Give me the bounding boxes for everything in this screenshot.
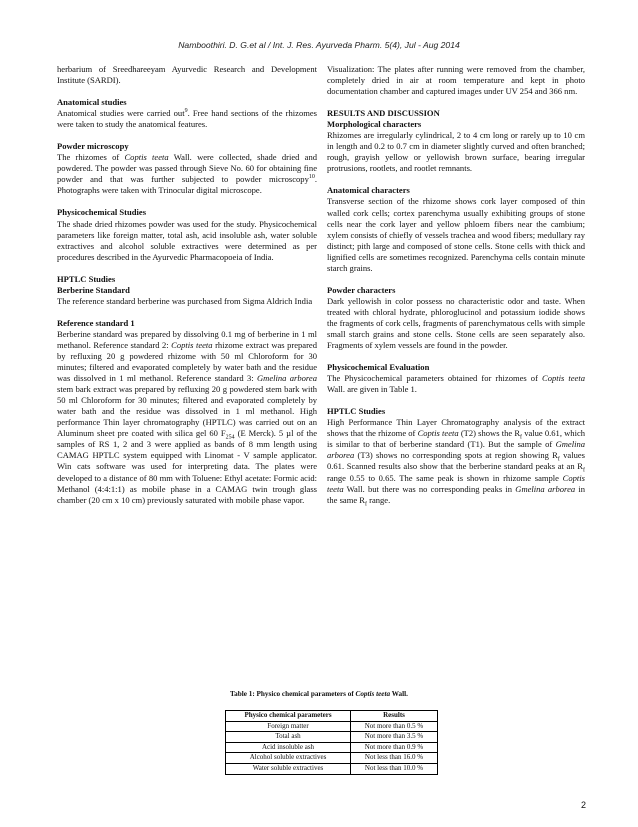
- table-cell: Not less than 16.0 %: [351, 753, 438, 764]
- table-row: [226, 763, 438, 774]
- heading-anatomical-characters: Anatomical characters: [327, 185, 410, 196]
- paragraph-morphological: Rhizomes are irregularly cylindrical, 2 to 4 cm long or rarely up to 10 cm in length and 0.2 to 0.7 cm in diameter slightly curved and often branched; rough, grayish yellow or yellowish brown surface, bearing irregular protrusions, rootlets, and rootlet remnants.: [327, 130, 585, 174]
- paragraph-powder-characters: Dark yellowish in color possess no characteristic odor and taste. When treated with chloral hydrate, phloroglucinol and potassium iodide shows the fragments of cork cells, fragments of parenchymatous cells with simple small starch grains and stone cells. Stone cells are seen separately also. Fragments of xylem vessels are found in the powder.: [327, 295, 585, 351]
- paragraph-reference-standard: Berberine standard was prepared by dissolving 0.1 mg of berberine in 1 ml methanol. Reference standard 2: Coptis teeta rhizome extract was prepared by refluxing 20 g powdered rhizome with 50 ml Chloroform for 30 minutes; filtered and evaporated completely by water bath and the residue was dissolved in 1 ml methanol. Reference standard 3: Gmelina arborea stem bark extract was prepared by refluxing 20 g powdered stem bark with 50 ml Chloroform for 30 minutes; filtered and evaporated completely by water bath and the residue was dissolved in 1 ml methanol. High performance Thin layer chromatography (HPTLC) was carried out on an Aluminum sheet pre coated with silica gel 60 $F_{254}$ (E Merck). 5 µl of the samples of RS 1, 2 and 3 were applied as bands of 8 mm length using CAMAG HPTLC system equipped with Linomat - V sample applicator. Win cats software was used for interpreting data. The plates were developed to a distance of 80 mm with Toluene: Ethyl acetate: Formic acid: Methanol (4:4:1:1) as mobile phase in a CAMAG twin trough glass chamber (20 cm x 10 cm) previously saturated with mobile phase vapor.: [57, 328, 318, 505]
- table-cell: Foreign matter: [226, 721, 351, 732]
- paragraph-hptlc-results: High Performance Thin Layer Chromatography analysis of the extract shows that the rhizome of Coptis teeta (T2) shows the $R_f$ value 0.61, which is similar to that of berberine standard (T1). But the sample of Gmelina arborea (T3) shows no corresponding spots at region showing $R_f$ values 0.61. Scanned results also show that the berberine standard peaks at an $R_f$ range 0.55 to 0.65. The same peak is shown in rhizome sample Coptis teeta Wall. but there was no corresponding peaks in Gmelina arborea in the same $R_f$ range.: [327, 417, 586, 508]
- page-number: 2: [581, 800, 587, 810]
- physicochemical-table: [225, 710, 438, 775]
- column-header-results: Results: [351, 711, 438, 722]
- heading-berberine-standard: Berberine Standard: [57, 284, 130, 295]
- heading-anatomical-studies: Anatomical studies: [57, 97, 127, 108]
- left-column: [57, 64, 317, 506]
- table-cell: Acid insoluble ash: [226, 742, 351, 753]
- table-cell: Not less than 10.0 %: [351, 763, 438, 774]
- table-row: [226, 742, 438, 753]
- column-header-parameter: Physico chemical parameters: [226, 711, 351, 722]
- table-cell: Not more than 0.9 %: [351, 742, 438, 753]
- heading-powder-microscopy: Powder microscopy: [57, 141, 129, 152]
- heading-physicochemical-studies: Physicochemical Studies: [57, 207, 147, 218]
- heading-powder-characters: Powder characters: [327, 284, 396, 295]
- heading-hptlc-studies: HPTLC Studies: [57, 273, 116, 284]
- table-header-row: [226, 711, 438, 722]
- paragraph-physicochemical-evaluation: The Physicochemical parameters obtained for rhizomes of Coptis teeta Wall. are given in Table 1.: [327, 373, 585, 395]
- paragraph-powder-microscopy: The rhizomes of Coptis teeta Wall. were collected, shade dried and powdered. The powder was passed through Sieve No. 60 for obtaining fine powder and that was further subjected to powder microscopy$^{10}$. Photographs were taken with Trinocular digital microscope.: [57, 152, 317, 196]
- heading-reference-standard-1: Reference standard 1: [57, 317, 135, 328]
- heading-results-discussion: RESULTS AND DISCUSSION: [327, 108, 440, 119]
- table-cell: Total ash: [226, 732, 351, 743]
- running-header: Namboothiri. D. G.et al / Int. J. Res. Ayurveda Pharm. 5(4), Jul - Aug 2014: [178, 40, 460, 50]
- paragraph-physicochemical-studies: The shade dried rhizomes powder was used for the study. Physicochemical parameters like foreign matter, total ash, acid insoluble ash, water soluble extractives and alcohol soluble extractives were determined as per procedures described in the Ayurvedic Pharmacopoeia of India.: [57, 218, 317, 262]
- heading-morphological-characters: Morphological characters: [327, 119, 422, 130]
- table-cell: Alcohol soluble extractives: [226, 753, 351, 764]
- table-cell: Water soluble extractives: [226, 763, 351, 774]
- table-row: [226, 753, 438, 764]
- paragraph-anatomical-studies: Anatomical studies were carried out$^9$. Free hand sections of the rhizomes were taken to study the anatomical features.: [57, 108, 317, 130]
- table-row: [226, 721, 438, 732]
- right-column: [327, 64, 585, 506]
- paragraph-anatomical-characters: Transverse section of the rhizome shows cork layer composed of thin walled cork cells; cortex parenchyma usually exhibiting groups of stone cells near the cork layer and yellow phloem fibers near the cambium; xylem consists of chiefly of vessels trachea and wood fibers; medullary ray distinct; pith large and composed of stone cells. Stone cells with thick and lignified cells are sometimes recognized. Parenchyma cells contain minute starch grains.: [327, 196, 585, 273]
- heading-physicochemical-evaluation: Physicochemical Evaluation: [327, 362, 430, 373]
- paragraph-visualization: Visualization: The plates after running were removed from the chamber, completely dried in air at room temperature and kept in photo documentation chamber and captured images under UV 254 and 366 nm.: [327, 64, 585, 97]
- table-caption: Table 1: Physico chemical parameters of Coptis teeta Wall.: [230, 690, 408, 698]
- paragraph-berberine-standard: The reference standard berberine was purchased from Sigma Aldrich India: [57, 295, 313, 306]
- heading-hptlc-studies-results: HPTLC Studies: [327, 406, 386, 417]
- paragraph-herbarium: herbarium of Sreedhareeyam Ayurvedic Research and Development Institute (SARDI).: [57, 64, 317, 86]
- table-row: [226, 732, 438, 743]
- table-cell: Not more than 3.5 %: [351, 732, 438, 743]
- table-cell: Not more than 0.5 %: [351, 721, 438, 732]
